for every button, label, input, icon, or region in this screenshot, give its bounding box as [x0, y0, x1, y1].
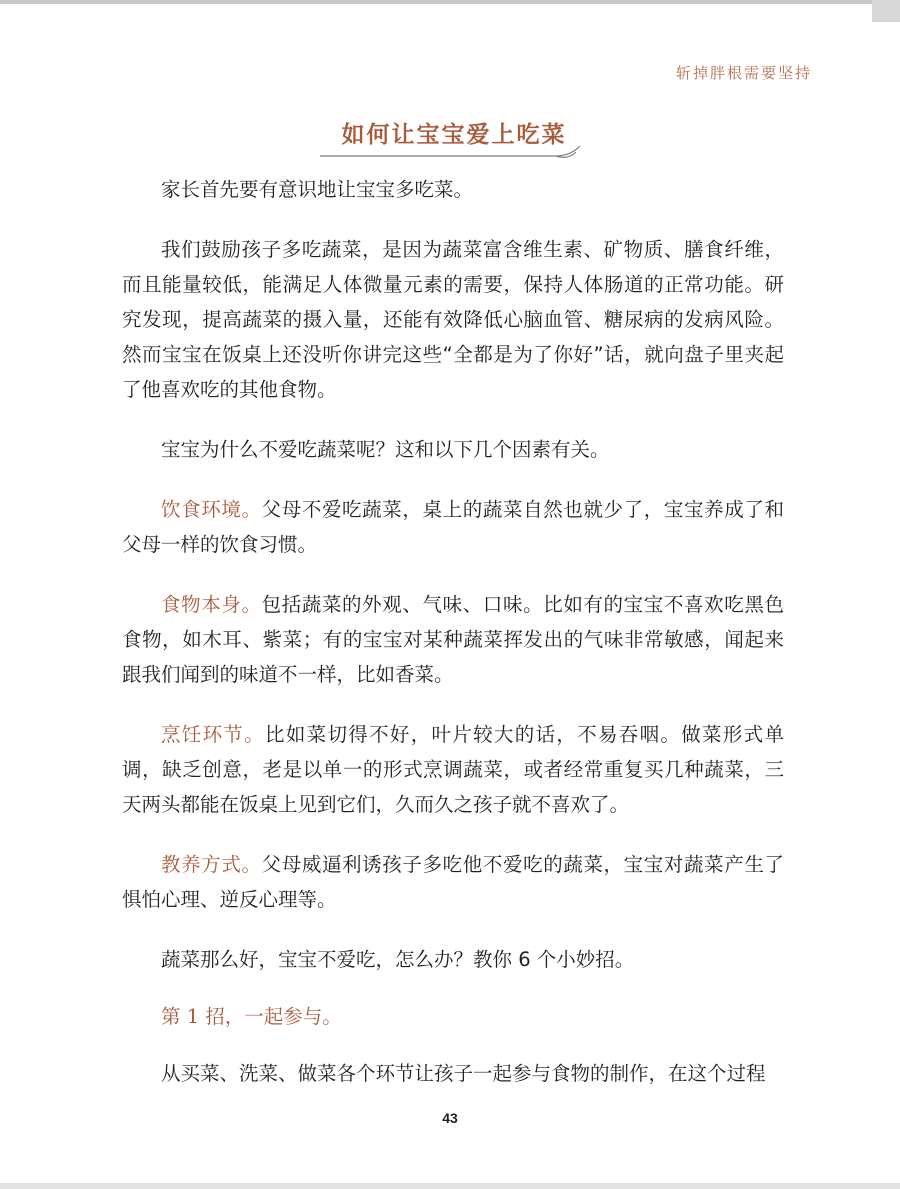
paragraph-food-itself [122, 587, 784, 692]
paragraph-text: 父母威逼利诱孩子多吃他不爱吃的蔬菜，宝宝对蔬菜产生了惧怕心理、逆反心理等。 [122, 853, 784, 911]
paragraph-intro: 家长首先要有意识地让宝宝多吃菜。 [161, 178, 474, 201]
paragraph-parenting [122, 847, 784, 917]
keyword-diet-environment: 饮食环境。 [161, 498, 262, 521]
paragraph-tip-1: 从买菜、洗菜、做菜各个环节让孩子一起参与食物的制作，在这个过程 [161, 1062, 766, 1085]
paragraph-diet-environment [122, 492, 784, 562]
running-header: 斩掉胖根需要坚持 [675, 64, 812, 82]
paragraph-text: 比如菜切得不好，叶片较大的话，不易吞咽。做菜形式单调，缺乏创意，老是以单一的形式烹调蔬菜，或者经常重复买几种蔬菜，三天两头都能在饭桌上见到它们，久而久之孩子就不喜欢了。 [122, 723, 784, 816]
paragraph-text: 父母不爱吃蔬菜，桌上的蔬菜自然也就少了，宝宝养成了和父母一样的饮食习惯。 [122, 498, 784, 556]
keyword-food-itself: 食物本身。 [161, 593, 262, 616]
paragraph-question: 宝宝为什么不爱吃蔬菜呢？这和以下几个因素有关。 [161, 438, 610, 461]
keyword-cooking: 烹饪环节。 [161, 723, 266, 746]
keyword-parenting: 教养方式。 [161, 853, 262, 876]
paragraph-benefits: 我们鼓励孩子多吃蔬菜，是因为蔬菜富含维生素、矿物质、膳食纤维，而且能量较低，能满足人体微量元素的需要，保持人体肠道的正常功能。研究发现，提高蔬菜的摄入量，还能有效降低心脑血管、糖尿病的发病风险。然而宝宝在饭桌上还没听你讲完这些“全都是为了你好”话，就向盘子里夹起了他喜欢吃的其他食物。 [122, 238, 784, 401]
paragraph-text: 包括蔬菜的外观、气味、口味。比如有的宝宝不喜欢吃黑色食物，如木耳、紫菜；有的宝宝对某种蔬菜挥发出的气味非常敏感，闻起来跟我们闻到的味道不一样，比如香菜。 [122, 593, 784, 686]
paragraph-tips-intro: 蔬菜那么好，宝宝不爱吃，怎么办？教你 6 个小妙招。 [161, 948, 635, 971]
page-number: 43 [442, 1110, 458, 1126]
page-corner [872, 0, 900, 22]
page-bottom-edge [0, 1183, 900, 1189]
section-title-block [318, 116, 590, 166]
section-title: 如何让宝宝爱上吃菜 [341, 121, 567, 148]
paragraph-cooking [122, 717, 784, 822]
tip-heading-1: 第 1 招，一起参与。 [161, 1005, 342, 1028]
article-body [122, 172, 784, 1116]
